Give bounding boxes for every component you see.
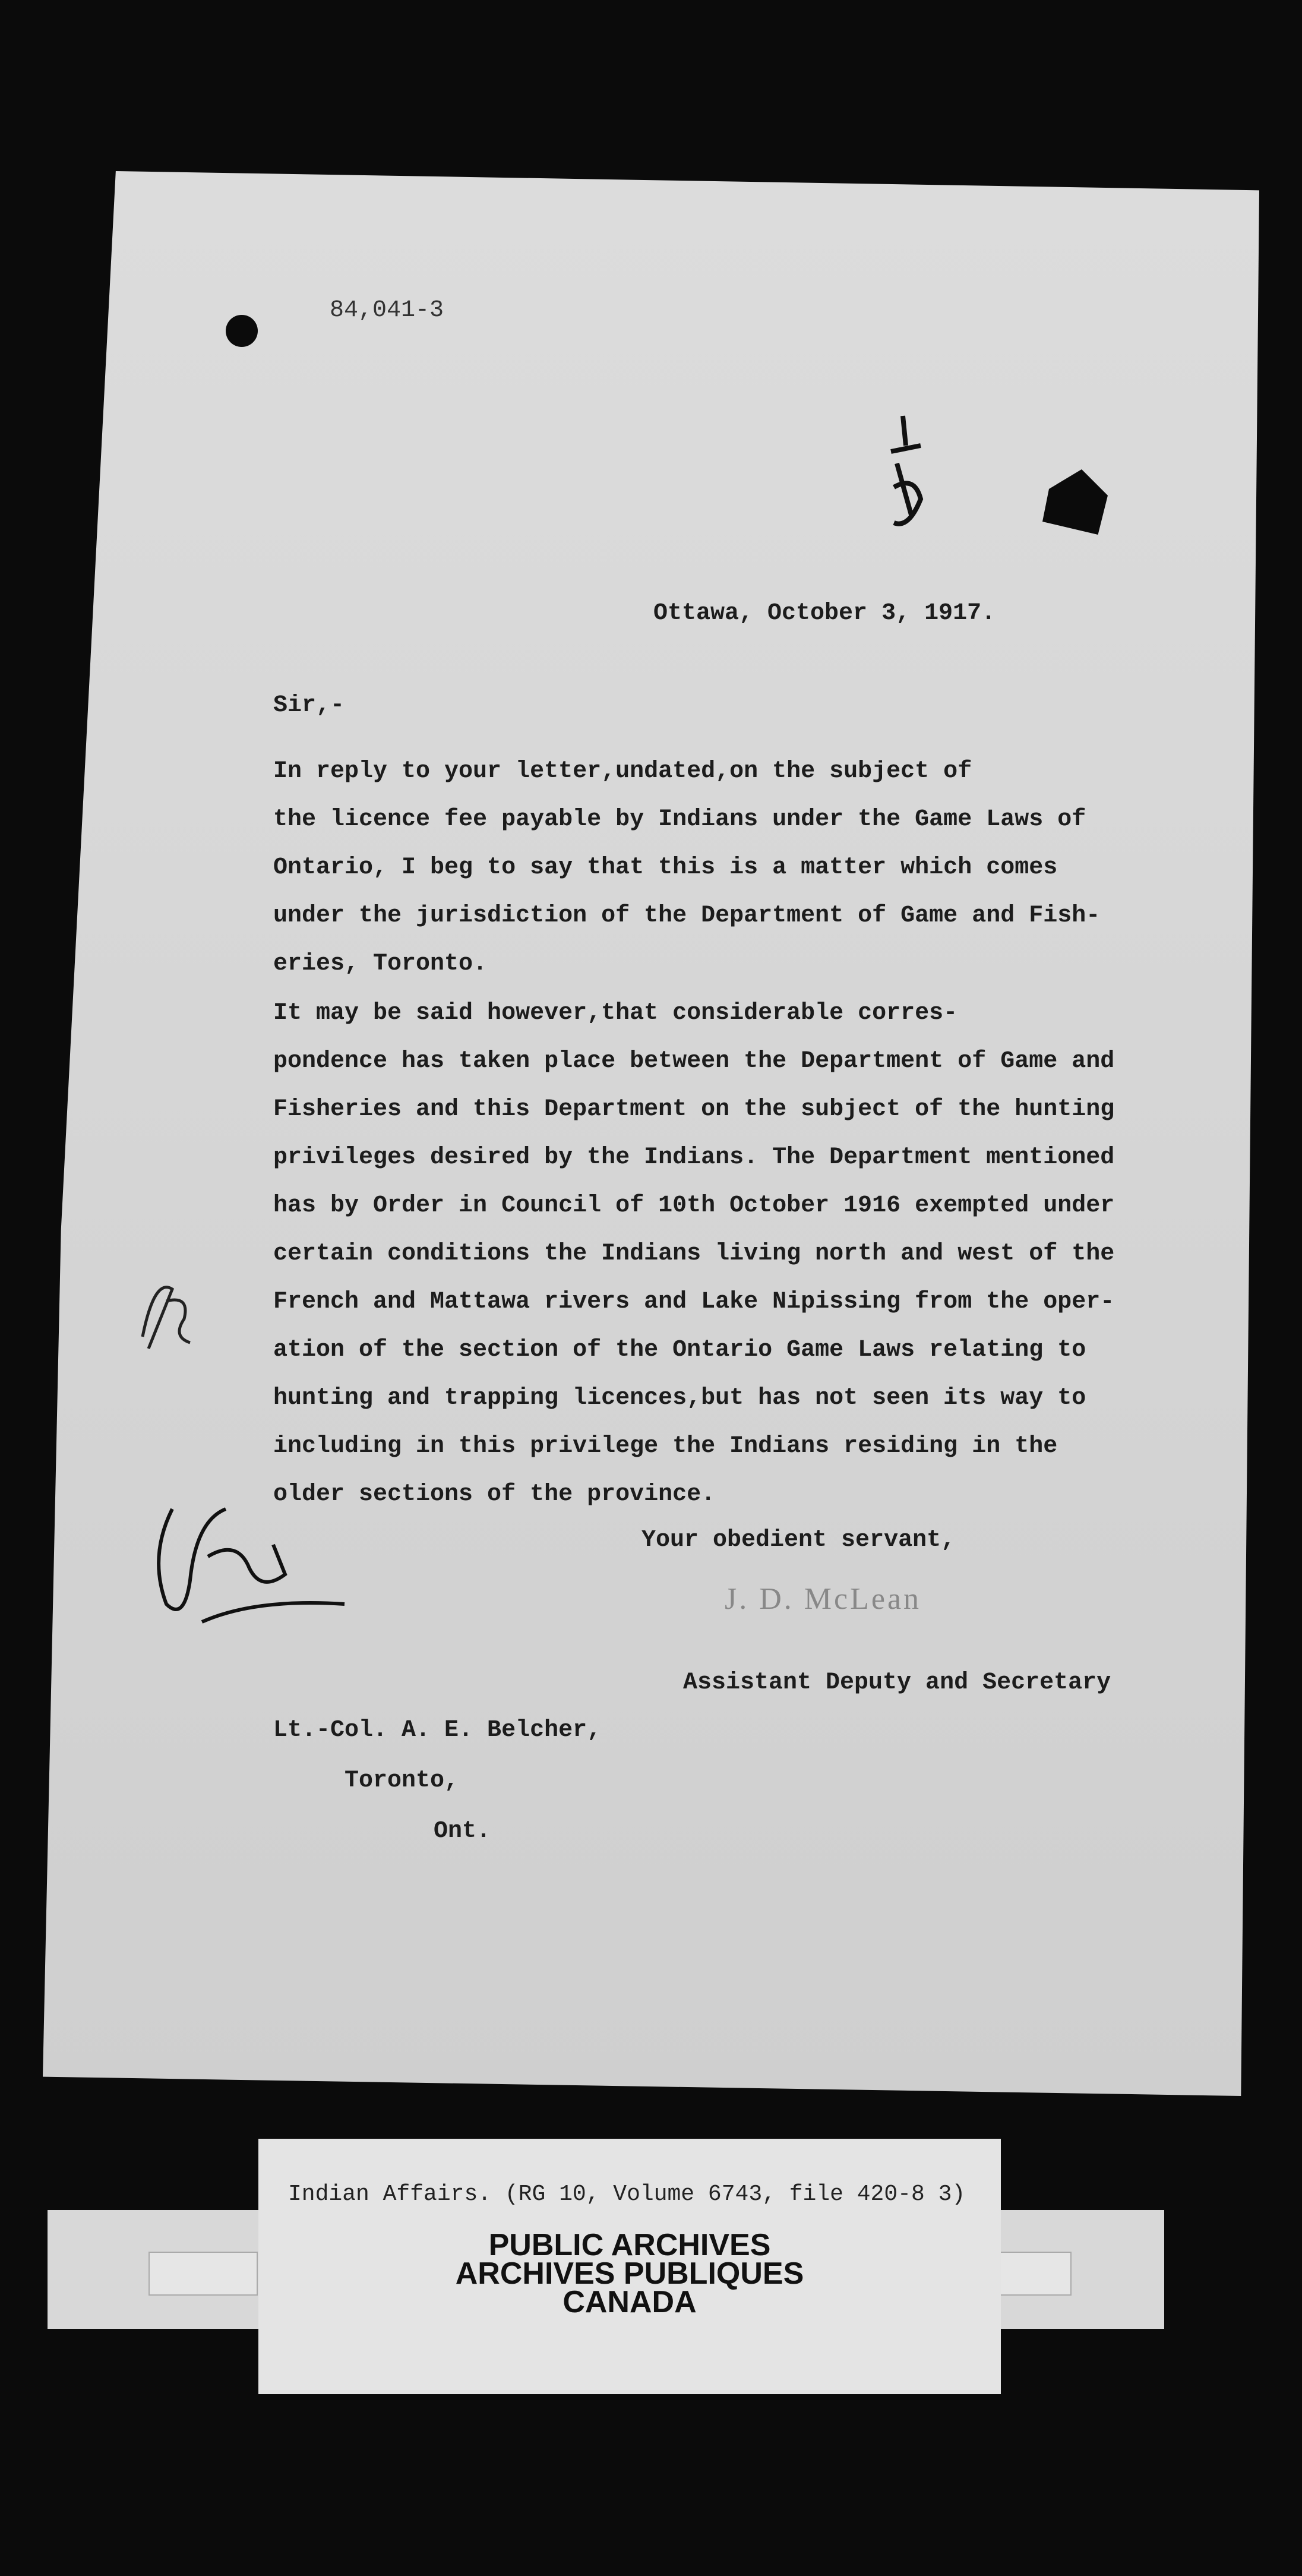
handwritten-stamp-mark	[879, 410, 933, 535]
letter-date: Ottawa, October 3, 1917.	[653, 600, 996, 627]
archive-line-1: PUBLIC ARCHIVES	[488, 2228, 771, 2262]
file-number: 84,041-3	[330, 297, 444, 324]
archive-stamp	[258, 2228, 1001, 2319]
signature-stamp: J. D. McLean	[725, 1582, 922, 1616]
label-tab-left	[148, 2252, 258, 2296]
archive-reference: Indian Affairs. (RG 10, Volume 6743, file 420-8 3)	[288, 2182, 966, 2207]
signatory-title: Assistant Deputy and Secretary	[683, 1669, 1111, 1696]
addressee-line-3: Ont.	[434, 1818, 491, 1845]
archive-line-3: CANADA	[562, 2285, 697, 2319]
paragraph-1: In reply to your letter,undated,on the subject of the licence fee payable by Indians under the Game Laws of Ontario, I beg to say that this is a matter which comes under the jurisdiction of the Department of Game and Fish- eries, Toronto.	[273, 758, 1101, 977]
handwritten-initials	[137, 1485, 356, 1652]
archive-line-2: ARCHIVES PUBLIQUES	[455, 2256, 804, 2291]
punch-hole	[226, 315, 258, 347]
closing: Your obedient servant,	[641, 1527, 956, 1554]
margin-annotation-mark	[131, 1265, 202, 1360]
addressee-line-1: Lt.-Col. A. E. Belcher,	[273, 1717, 602, 1744]
salutation: Sir,-	[273, 692, 345, 719]
addressee-line-2: Toronto,	[345, 1767, 459, 1794]
paragraph-2: It may be said however,that considerable corres- pondence has taken place between the Department of Game and Fisheries and this Department on the subject of the hunting privileges desired by the Indians. The Department mentioned has by Order in Council of 10th October 1916 exempted under certain conditions the Indians living north and west of the French and Mattawa rivers and Lake Nipissing from the oper- ation of the section of the Ontario Game Laws relating to hunting and trapping licences,but has not seen its way to including in this privilege the Indians residing in the older sections of the province.	[273, 1000, 1115, 1508]
